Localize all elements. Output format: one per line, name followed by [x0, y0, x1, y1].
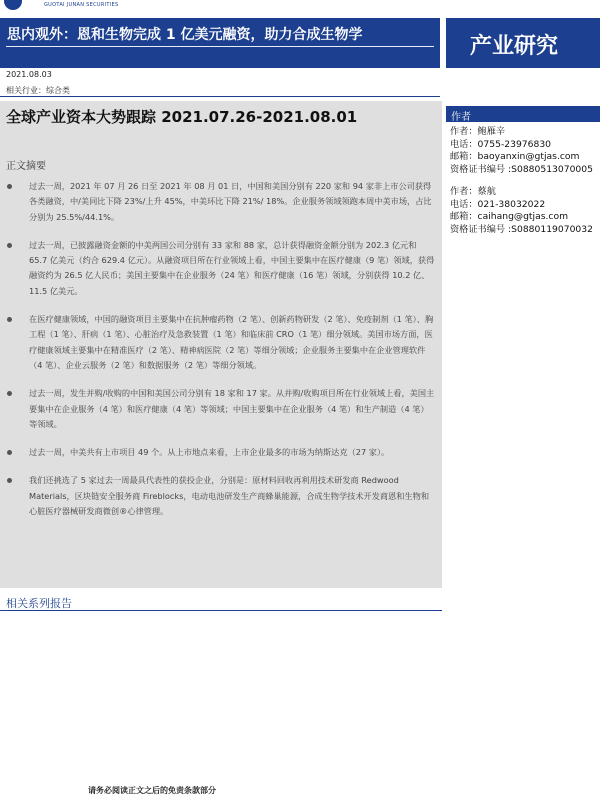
- report-type-badge: [446, 18, 600, 68]
- author-name: 作者：蔡航: [450, 186, 496, 197]
- summary-item: 在医疗健康领域，中国的融资项目主要集中在抗肿瘤药物（2 笔）、创新药物研发（2 笔）、免疫制剂（1 笔）、胸工程（1 笔）、肝病（1 笔）、心脏治疗及急救装置（1 笔）和临床前 CRO（1 笔）细分领域。美国市场方面，医疗健康领域主要集中在精准医疗（2 笔）、精神病医院（2 笔）等细分领域；企业服务主要集中在企业管理软件（4 笔）、企业云服务（2 笔）和数据服务（2 笔）等细分领域。: [6, 312, 436, 373]
- report-title: 思内观外：恩和生物完成 1 亿美元融资，助力合成生物学: [7, 27, 363, 43]
- related-reports-divider: [0, 610, 442, 611]
- author-phone: 电话：0755-23976830: [450, 138, 552, 150]
- disclaimer-note: 请务必阅读正文之后的免责条款部分: [88, 786, 216, 795]
- section-title: 正文摘要: [6, 161, 46, 172]
- summary-item: 过去一周，中美共有上市项目 49 个。从上市地点来看，上市企业最多的市场为纳斯达克（27 家）。: [6, 445, 436, 460]
- logo-subtext: GUOTAI JUNAN SECURITIES: [44, 2, 119, 8]
- logo-mark-icon: [4, 0, 22, 10]
- meta-divider: [0, 96, 440, 97]
- document-title: 全球产业资本大势跟踪 2021.07.26-2021.08.01: [6, 108, 358, 126]
- author-email[interactable]: 邮箱：baoyanxin@gtjas.com: [450, 151, 580, 162]
- related-industry: 相关行业：综合类: [6, 86, 70, 95]
- logo: [0, 0, 200, 14]
- summary-item: 过去一周，已披露融资金额的中美两国公司分别有 33 家和 88 家，总计获得融资金额分别为 202.3 亿元和 65.7 亿美元（约合 629.4 亿元）。从融资项目所在行业领域上看，中国主要集中在医疗健康（9 笔）领域，获得融资约为 26.5 亿人民币；美国主要集中在企业服务（24 笔）和医疗健康（16 笔）领域，分别获得 10.2 亿、11.5 亿美元。: [6, 238, 436, 299]
- author-card: [450, 186, 593, 236]
- summary-item: 过去一周，发生并购/收购的中国和美国公司分别有 18 家和 17 家。从并购/收购项目所在行业领域上看，美国主要集中在企业服务（4 笔）和医疗健康（4 笔）等领域；中国主要集中在企业服务（4 笔）和生产制造（4 笔）等领域。: [6, 386, 436, 432]
- author-heading-band: [446, 106, 600, 122]
- summary-item: 我们还挑选了 5 家过去一周最具代表性的获投企业，分别是：原材料回收再利用技术研发商 Redwood Materials，区块链安全服务商 Fireblocks，电动电池研发生产商蜂巢能源，合成生物学技术开发商恩和生物和心脏医疗器械研发商微创®心律管理。: [6, 473, 436, 519]
- author-phone: 电话：021-38032022: [450, 198, 546, 210]
- author-cert: 资格证书编号 :S0880513070005: [450, 163, 593, 175]
- related-reports-heading: 相关系列报告: [6, 597, 72, 610]
- header-band: [0, 18, 440, 68]
- author-card: [450, 126, 593, 176]
- summary-item: 过去一周，2021 年 07 月 26 日至 2021 年 08 月 01 日，中国和美国分别有 220 家和 94 家非上市公司获得各类融资，中/美同比下降 23%/上升 45%，中美环比下降 21%/ 18%。企业服务领域领跑本周中美市场，占比分别为 25.5%/44.1%。: [6, 179, 436, 225]
- report-date: 2021.08.03: [6, 70, 52, 79]
- summary-list: [6, 179, 436, 532]
- author-heading: 作者: [451, 112, 471, 123]
- report-type-label: 产业研究: [470, 34, 559, 59]
- header-divider: [6, 46, 434, 47]
- author-name: 作者：鲍雁辛: [450, 126, 506, 137]
- summary-panel: [0, 101, 442, 588]
- author-email[interactable]: 邮箱：caihang@gtjas.com: [450, 211, 569, 222]
- author-cert: 资格证书编号 :S0880119070032: [450, 223, 593, 235]
